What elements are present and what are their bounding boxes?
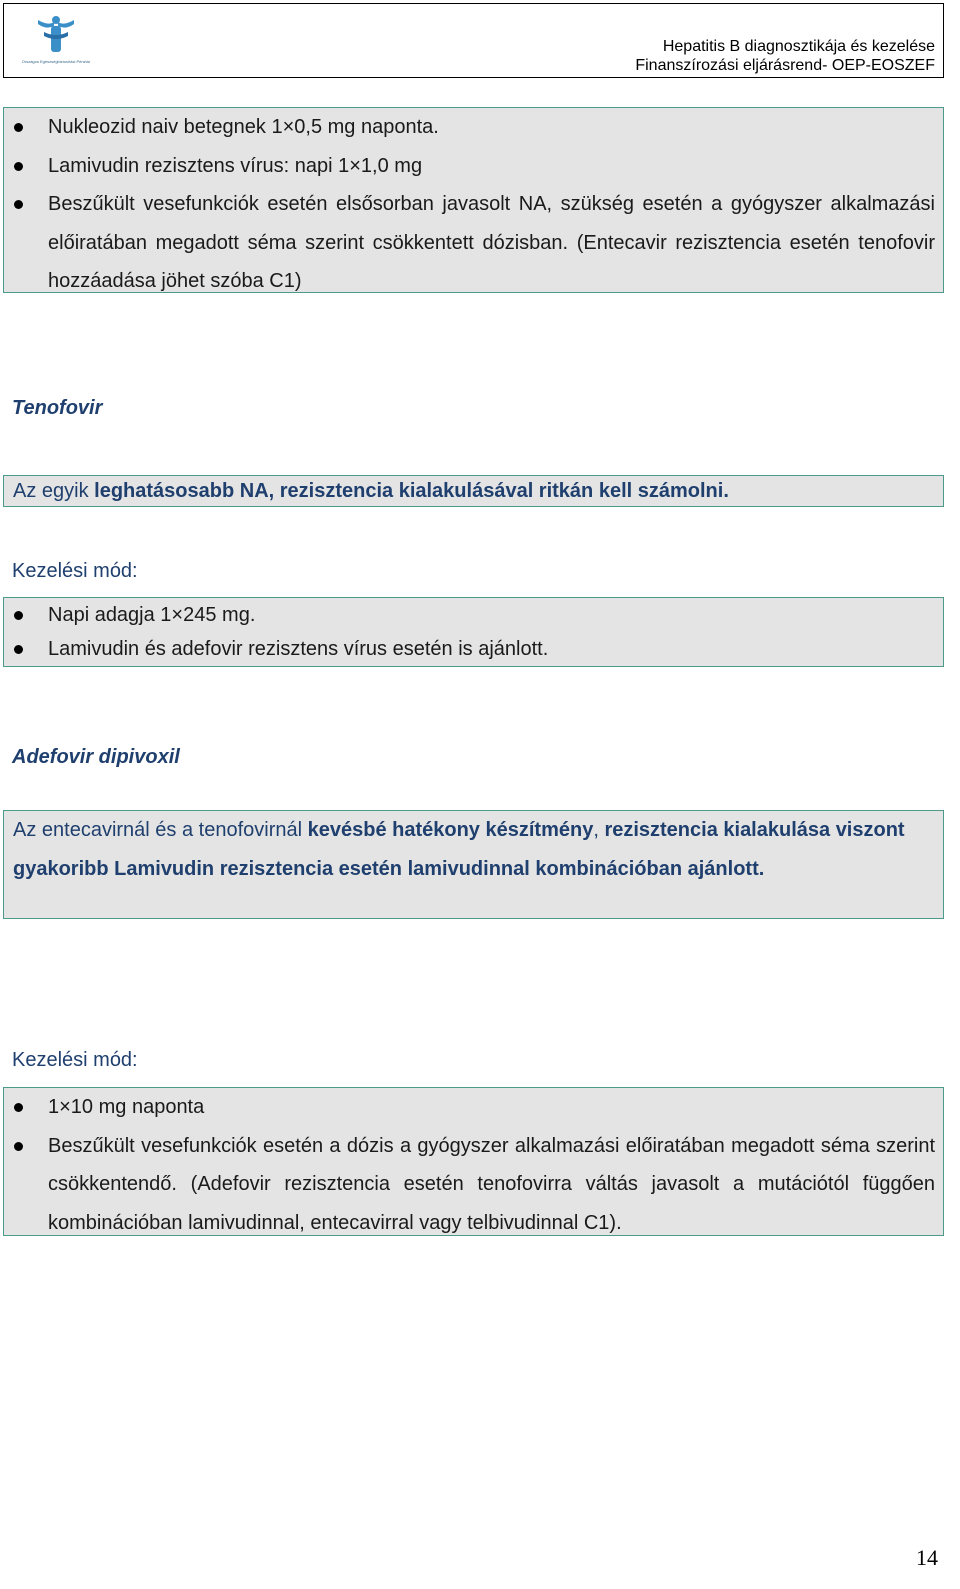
bullet-icon: [14, 123, 23, 132]
header-title-line2: Finanszírozási eljárásrend- OEP-EOSZEF: [635, 57, 935, 74]
adefovir-heading: Adefovir dipivoxil: [12, 746, 180, 768]
list-item: 1×10 mg naponta: [4, 1088, 943, 1127]
list-item: Napi adagja 1×245 mg.: [4, 598, 943, 632]
entecavir-box: [3, 107, 944, 293]
logo-text: Országos Egészségbiztosítási Pénztár: [21, 59, 91, 64]
bullet-icon: [14, 1103, 23, 1112]
tenofovir-label: Kezelési mód:: [12, 560, 138, 582]
bullet-icon: [14, 200, 23, 209]
bullet-icon: [14, 611, 23, 620]
list-item: Lamivudin rezisztens vírus: napi 1×1,0 mg: [4, 147, 943, 186]
tenofovir-list: [4, 598, 943, 666]
page-number: 14: [916, 1545, 938, 1570]
adefovir-list: [4, 1088, 943, 1242]
tenofovir-items-box: [3, 597, 944, 667]
header-title: [635, 37, 935, 75]
adefovir-label: Kezelési mód:: [12, 1049, 138, 1071]
bullet-icon: [14, 162, 23, 171]
tenofovir-intro-box: [3, 475, 944, 507]
oep-logo-icon: [18, 12, 94, 58]
header-title-line1: Hepatitis B diagnosztikája és kezelése: [662, 38, 935, 55]
tenofovir-heading: Tenofovir: [12, 397, 103, 419]
page-header: [3, 3, 944, 78]
list-item: Beszűkült vesefunkciók esetén a dózis a gyógyszer alkalmazási előiratában megadott séma szerint csökkentendő. (Adefovir rezisztencia esetén tenofovirra váltás javasolt a mutációtól függően kombinációban lamivudinnal, entecavirral vagy telbivudinnal C1).: [4, 1127, 943, 1243]
list-item: Lamivudin és adefovir rezisztens vírus esetén is ajánlott.: [4, 632, 943, 666]
adefovir-items-box: [3, 1087, 944, 1236]
adefovir-intro-box: [3, 810, 944, 919]
list-item: Beszűkült vesefunkciók esetén elsősorban javasolt NA, szükség esetén a gyógyszer alkalmazási előiratában megadott séma szerint csökkentett dózisban. (Entecavir rezisztencia esetén tenofovir hozzáadása jöhet szóba C1): [4, 185, 943, 301]
adefovir-intro: Az entecavirnál és a tenofovirnál kevésbé hatékony készítmény, rezisztencia kialakulása viszont gyakoribb Lamivudin rezisztencia esetén lamivudinnal kombinációban ajánlott.: [13, 819, 905, 880]
bullet-icon: [14, 645, 23, 654]
entecavir-list: [4, 108, 943, 301]
bullet-icon: [14, 1142, 23, 1151]
oep-logo: [18, 12, 94, 72]
tenofovir-intro: Az egyik leghatásosabb NA, rezisztencia kialakulásával ritkán kell számolni.: [13, 480, 729, 502]
list-item: Nukleozid naiv betegnek 1×0,5 mg naponta.: [4, 108, 943, 147]
